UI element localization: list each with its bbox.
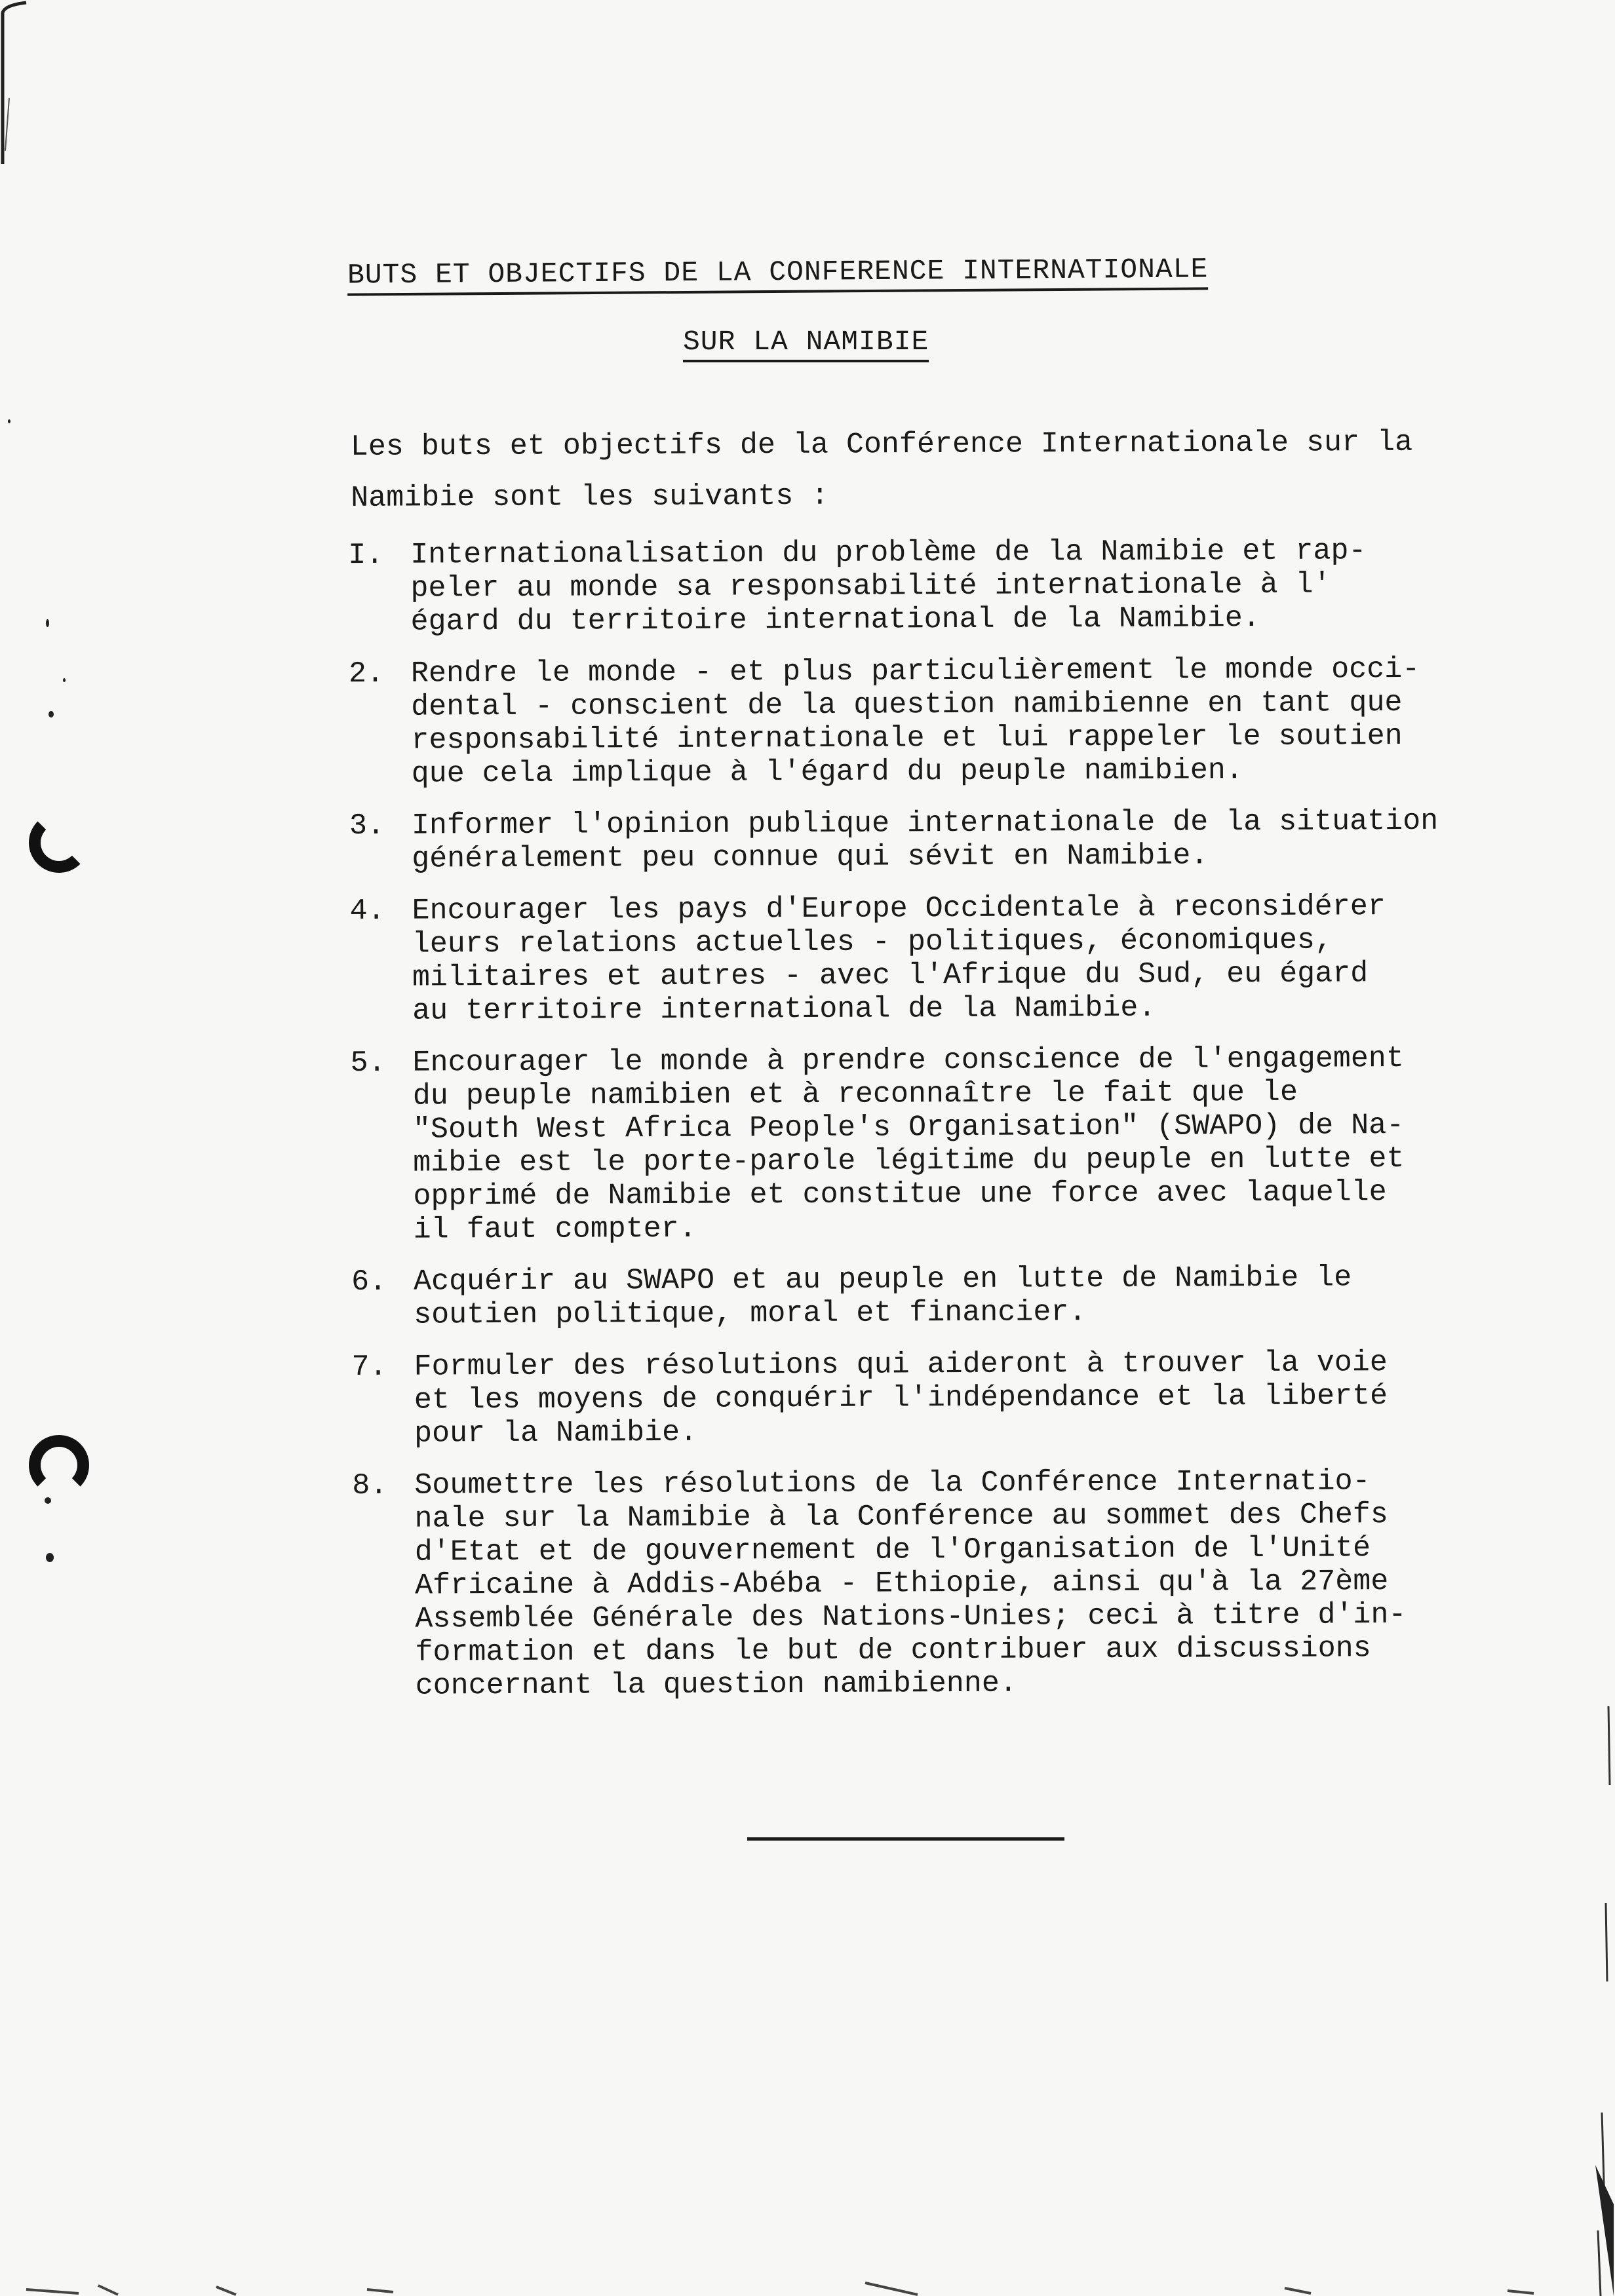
punch-hole-top	[29, 813, 89, 873]
objective-text: Acquérir au SWAPO et au peuple en lutte de Namibie le soutien politique, moral et financier.	[413, 1261, 1352, 1332]
objective-number: 2.	[348, 657, 385, 691]
objective-text: Encourager le monde à prendre conscience de l'engagement du peuple namibien et à reconnaître le fait que le "South West Africa People's Organisation" (SWAPO) de Na- mibie est le porte-parole légitime du peuple en lutte et opprimé de Namibie et constitue une force avec laquelle il faut compter.	[412, 1042, 1405, 1247]
objective-text: Internationalisation du problème de la Namibie et rap- peler au monde sa responsabilité internationale à l' égard du territoire international de la Namibie.	[410, 534, 1367, 639]
scan-speck	[46, 619, 49, 627]
scan-speck	[8, 419, 10, 423]
objective-number: 7.	[351, 1350, 387, 1385]
objective-text: Encourager les pays d'Europe Occidentale à reconsidérer leurs relations actuelles - politiques, économiques, militaires et autres - avec l'Afrique du Sud, eu égard au territoire international de la Namibie.	[412, 890, 1386, 1028]
intro-paragraph: Les buts et objectifs de la Conférence Internationale sur la Namibie sont les suivants :	[350, 425, 1413, 515]
objective-item	[352, 1464, 1572, 1703]
objective-number: 8.	[352, 1468, 388, 1503]
objective-number: 3.	[349, 809, 385, 843]
objective-text: Soumettre les résolutions de la Conférence Internatio- nale sur la Namibie à la Conférence au sommet des Chefs d'Etat et de gouvernement de l'Organisation de l'Unité Africaine à Addis-Abéba - Ethiopie, ainsi qu'à la 27ème Assemblée Générale des Nations-Unies; ceci à titre d'in- formation et dans le but de contribuer aux discussions concernant la question namibienne.	[414, 1464, 1407, 1703]
scan-speck	[45, 1497, 51, 1504]
end-divider	[747, 1837, 1064, 1841]
objective-text: Rendre le monde - et plus particulièrement le monde occi- dental - conscient de la question namibienne en tant que responsabilité internationale et lui rappeler le soutien que cela implique à l'égard du peuple namibien.	[410, 652, 1420, 791]
scan-speck	[63, 678, 66, 682]
scan-right-edge-noise	[1576, 1706, 1615, 2296]
scan-corner-mark	[0, 0, 39, 170]
objective-item	[350, 1041, 1570, 1247]
scan-speck	[46, 1553, 54, 1562]
objective-item	[349, 804, 1568, 876]
punch-hole-bottom	[29, 1435, 89, 1495]
objective-text: Informer l'opinion publique internationale de la situation généralement peu connue qui sévit en Namibie.	[411, 804, 1439, 876]
objective-item	[348, 533, 1568, 639]
objective-item	[351, 1345, 1571, 1451]
objective-item	[349, 889, 1569, 1028]
scan-bottom-noise	[0, 2257, 1615, 2296]
objective-number: 6.	[351, 1265, 387, 1299]
objective-number: 5.	[350, 1046, 386, 1081]
objective-number: 4.	[349, 894, 385, 928]
objective-item	[351, 1260, 1570, 1332]
document-title-line-1: BUTS ET OBJECTIFS DE LA CONFERENCE INTERNATIONALE	[347, 254, 1209, 296]
document-title-line-2: SUR LA NAMIBIE	[683, 326, 929, 362]
objective-text: Formuler des résolutions qui aideront à trouver la voie et les moyens de conquérir l'indépendance et la liberté pour la Namibie.	[414, 1346, 1388, 1451]
objectives-list	[348, 533, 1572, 1721]
objective-item	[349, 652, 1568, 791]
scan-speck	[49, 711, 54, 718]
objective-number: I.	[348, 538, 384, 573]
